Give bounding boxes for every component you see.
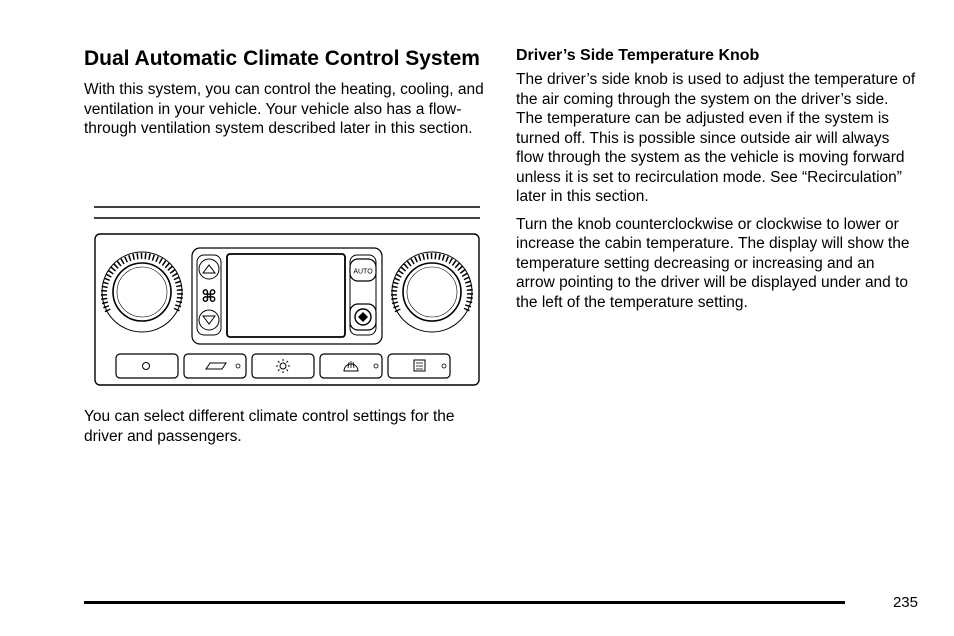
section-title: Dual Automatic Climate Control System bbox=[84, 47, 480, 70]
page-number: 235 bbox=[892, 594, 918, 611]
left-column bbox=[84, 46, 486, 139]
rear-defrost-button bbox=[388, 354, 450, 378]
figure-caption: You can select different climate control settings for the driver and passengers. bbox=[84, 408, 455, 445]
fan-down-button bbox=[199, 310, 219, 330]
intro-paragraph: With this system, you can control the heating, cooling, and ventilation in your vehicle. Your vehicle also has a flow-through ventilation system described later in this section. bbox=[84, 81, 484, 137]
svg-text:⌘: ⌘ bbox=[201, 287, 217, 307]
climate-control-figure bbox=[94, 205, 480, 387]
knob-description: The driver’s side knob is used to adjust the temperature of the air coming through the system on the driver’s side. The temperature can be adjusted even if the system is turned off. This is possible since outside air will always flow through the system as the vehicle is moving forward unless it is set to recirculation mode. See “Recirculation” later in this section. bbox=[516, 71, 916, 205]
sub-heading: Driver’s Side Temperature Knob bbox=[516, 47, 760, 64]
knob-instructions: Turn the knob counterclockwise or clockwise to lower or increase the cabin temperature. The display will show the temperature setting decreasing or increasing and an arrow pointing to the driver will be displayed under and to the left of the temperature setting. bbox=[516, 215, 910, 311]
defrost-button bbox=[320, 354, 382, 378]
fan-icon bbox=[201, 287, 217, 307]
recirculation-button bbox=[184, 354, 246, 378]
footer-rule bbox=[84, 601, 845, 604]
auto-button bbox=[350, 259, 376, 281]
ac-button bbox=[252, 354, 314, 378]
right-column bbox=[516, 46, 916, 312]
svg-text:AUTO: AUTO bbox=[353, 268, 373, 276]
fan-up-button bbox=[199, 259, 219, 279]
air-delivery-button bbox=[350, 304, 376, 330]
temperature-display bbox=[227, 254, 345, 337]
off-button bbox=[116, 354, 178, 378]
driver-temperature-knob bbox=[102, 252, 182, 332]
passenger-temperature-knob bbox=[392, 252, 472, 332]
